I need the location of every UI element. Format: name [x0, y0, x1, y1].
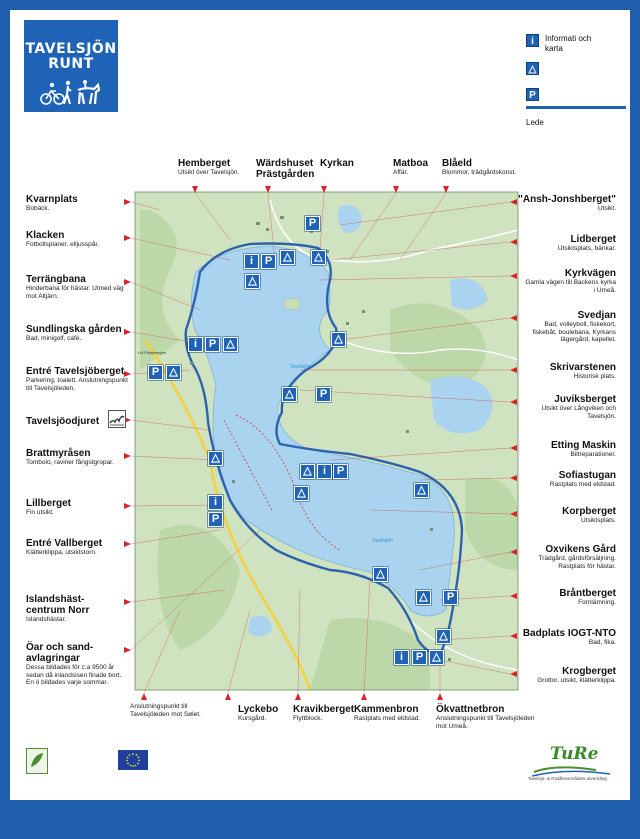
- label-tavelsjoodjuret: [26, 416, 106, 427]
- label-sofiastugan: [520, 470, 616, 489]
- label-name: Tavelsjöodjuret: [26, 416, 100, 427]
- pointer-arrow: [361, 693, 367, 700]
- ture-logo-text: TuRe: [550, 744, 599, 764]
- label-oar-och-sandavlagringar: [26, 642, 124, 687]
- map-campsite-icon[interactable]: △: [414, 483, 429, 498]
- map-parking-icon[interactable]: P: [261, 254, 276, 269]
- pointer-arrow: [225, 693, 231, 700]
- label-name: Entré Tavelsjöberget: [26, 366, 125, 377]
- label-name: Kyrkvägen: [564, 268, 616, 279]
- label-desc: Fornlämning.: [578, 599, 616, 606]
- map-campsite-icon[interactable]: △: [294, 486, 309, 501]
- label-brantberget: [520, 588, 616, 607]
- label-kvarnplats: [26, 194, 126, 213]
- label-name: Brattmyråsen: [26, 448, 91, 459]
- label-desc: Hinderbana för hästar. Utmed väg mot Altjärn.: [26, 285, 124, 300]
- label-okvattnetbron: [436, 704, 536, 730]
- ture-logo: [526, 742, 616, 784]
- label-sundlingska-garden: [26, 324, 132, 343]
- label-desc: Utsikt över Långviken och Tavelsjön.: [541, 405, 616, 420]
- label-ansh-jonshberget: [510, 194, 616, 213]
- map-info-icon[interactable]: i: [188, 337, 203, 352]
- map-info-icon[interactable]: i: [244, 254, 259, 269]
- map-info-icon[interactable]: i: [317, 464, 332, 479]
- label-desc: Utsikt.: [597, 205, 616, 212]
- map-campsite-icon[interactable]: △: [373, 567, 388, 582]
- leaf-icon: [27, 749, 47, 773]
- label-name: Skrivarstenen: [549, 362, 616, 373]
- label-kyrkvagen: [524, 268, 616, 294]
- eu-stars-icon: [118, 750, 148, 770]
- label-desc: Tombolo, raviner fångstgropar.: [26, 459, 114, 466]
- label-skrivarstenen: [520, 362, 616, 381]
- map-campsite-icon[interactable]: △: [416, 590, 431, 605]
- label-name: Öar och sand-avlagringar: [26, 642, 94, 664]
- pointer-arrow: [124, 599, 131, 605]
- map-info-icon[interactable]: i: [208, 495, 223, 510]
- label-desc: Grottor, utsikt, klätterklippa.: [537, 677, 616, 684]
- map-parking-icon[interactable]: P: [316, 387, 331, 402]
- label-name: Lidberget: [570, 234, 616, 245]
- label-name: Krogberget: [562, 666, 616, 677]
- label-islandshastcentrum: [26, 594, 116, 624]
- label-korpberget: [520, 506, 616, 525]
- label-juviksberget: [522, 394, 616, 420]
- label-desc: Utsiktsplats.: [580, 517, 616, 524]
- map-parking-icon[interactable]: P: [443, 590, 458, 605]
- map-campsite-icon[interactable]: △: [282, 387, 297, 402]
- map-campsite-icon[interactable]: △: [280, 250, 295, 265]
- parking-icon: P: [526, 88, 539, 101]
- label-terrangbana: [26, 274, 126, 300]
- label-name: Kravikberget: [293, 704, 355, 715]
- label-name: Korpberget: [562, 506, 616, 517]
- leader-logo: [26, 748, 48, 774]
- map-campsite-icon[interactable]: △: [429, 650, 444, 665]
- label-name: Terrängbana: [26, 274, 86, 285]
- map-parking-icon[interactable]: P: [205, 337, 220, 352]
- label-desc: Bad, volleyboll, fiskekort, fiskebåt, boulebana, Kyrkans lägergård, kapellet.: [532, 321, 616, 343]
- label-desc: Historisk plats.: [573, 373, 616, 380]
- label-name: Ökvattnetbron: [436, 704, 505, 715]
- label-desc: Islandshästar.: [26, 616, 67, 623]
- label-desc: Dessa bildades för c:a 9500 år sedan då inlandsisen finade bort. En ö bildades varje sommar.: [26, 664, 122, 686]
- label-name: Lillberget: [26, 498, 72, 509]
- label-name: Kvarnplats: [26, 194, 78, 205]
- legend-info-label: Informati och karta: [545, 34, 592, 53]
- label-name: Etting Maskin: [550, 440, 616, 451]
- label-matboa: [393, 158, 435, 177]
- label-desc: Parkering, toalett. Anslutningspunkt till Tavelsjöleden.: [26, 377, 128, 392]
- legend-route-label: Lede: [526, 118, 544, 127]
- label-name: Kyrkan: [320, 158, 354, 169]
- label-name: Klacken: [26, 230, 65, 241]
- map-parking-icon[interactable]: P: [208, 512, 223, 527]
- label-hemberget: [178, 158, 268, 177]
- info-icon: i: [526, 34, 539, 47]
- pointer-arrow: [437, 693, 443, 700]
- label-desc: Bad, fika.: [588, 639, 616, 646]
- label-name: Hemberget: [178, 158, 231, 169]
- pointer-arrow: [141, 693, 147, 700]
- lake-name-label: Tavelsjön: [290, 364, 311, 370]
- label-desc: Utsikt över Tavelsjön.: [178, 169, 240, 176]
- label-name: Oxvikens Gård: [545, 544, 616, 555]
- map-campsite-icon[interactable]: △: [436, 629, 451, 644]
- place-name-label: Lill-Prästbergen: [138, 350, 167, 355]
- label-desc: Rastplats med eldstad.: [549, 481, 616, 488]
- label-desc: Kursgård.: [238, 715, 267, 722]
- logo-title-line2: RUNT: [48, 56, 94, 72]
- map-campsite-icon[interactable]: △: [223, 337, 238, 352]
- label-desc: Affär.: [393, 169, 409, 176]
- label-name: Kammenbron: [354, 704, 419, 715]
- label-desc: Trädgård, gårdsförsäljning. Rastplats för hästar.: [538, 555, 616, 570]
- label-name: Sundlingska gården: [26, 324, 122, 335]
- island: [283, 298, 301, 310]
- label-badplats-iogt-nto: [510, 628, 616, 647]
- label-blaeld: [442, 158, 522, 177]
- label-lyckebo: [238, 704, 298, 723]
- label-lidberget: [520, 234, 616, 253]
- pointer-arrow: [124, 647, 131, 653]
- label-desc: Klätterklippa, utsiktstorn.: [26, 549, 97, 556]
- map-campsite-icon[interactable]: △: [300, 464, 315, 479]
- label-oxvikens-gard: [510, 544, 616, 570]
- label-desc: Rastplats med eldstad.: [354, 715, 421, 722]
- map-sheet: [10, 10, 630, 800]
- label-entre-tavelsjoberget: [26, 366, 134, 392]
- eu-flag-logo: [118, 750, 148, 770]
- label-desc: Blommor, trädgårdskonst.: [442, 169, 517, 176]
- map-parking-icon[interactable]: P: [148, 365, 163, 380]
- map-campsite-icon[interactable]: △: [311, 250, 326, 265]
- label-name: Svedjan: [577, 310, 616, 321]
- label-desc: Utsiktsplats, bänkar.: [557, 245, 616, 252]
- label-entre-vallberget: [26, 538, 126, 557]
- label-name: Islandshäst-centrum Norr: [26, 594, 90, 616]
- pointer-arrow: [295, 693, 301, 700]
- label-name: Matboa: [393, 158, 428, 169]
- campsite-icon: △: [526, 62, 539, 75]
- map-campsite-icon[interactable]: △: [208, 451, 223, 466]
- label-desc: Anslutningspunkt till Tavelsjöleden mot Sølet.: [130, 703, 201, 718]
- label-name: Blåeld: [442, 158, 473, 169]
- label-brattmyrasen: [26, 448, 126, 467]
- label-wardshuset: [256, 158, 328, 180]
- label-desc: Bobäck.: [26, 205, 50, 212]
- label-krogberget: [520, 666, 616, 685]
- label-svedjan: [522, 310, 616, 344]
- ture-logo-tagline: Tavelsjö- & Rödånsområdets utveckling: [528, 776, 607, 781]
- label-anslutningspunkt-solet: [130, 703, 220, 718]
- label-name: Lyckebo: [238, 704, 279, 715]
- map-campsite-icon[interactable]: △: [166, 365, 181, 380]
- logo-title-line1: TAVELSJÖN: [25, 41, 117, 57]
- map-campsite-icon[interactable]: △: [245, 274, 260, 289]
- label-desc: Fin utsikt.: [26, 509, 54, 516]
- label-name: "Ansh-Jonshberget": [518, 194, 616, 205]
- label-name: Entré Vallberget: [26, 538, 103, 549]
- lake-monster-icon: [108, 410, 126, 428]
- label-name: Wärdshuset Prästgården: [256, 158, 315, 180]
- label-etting-maskin: [520, 440, 616, 459]
- label-kammenbron: [354, 704, 434, 723]
- map-parking-icon[interactable]: P: [412, 650, 427, 665]
- label-desc: Biltreparationer.: [570, 451, 616, 458]
- label-kravikberget: [293, 704, 363, 723]
- label-desc: Gamla vägen till Backens kyrka i Umeå.: [525, 279, 616, 294]
- label-desc: Flyttblock.: [293, 715, 323, 722]
- map-info-icon[interactable]: i: [394, 650, 409, 665]
- label-name: Sofiastugan: [558, 470, 616, 481]
- label-desc: Anslutningspunkt till Tavelsjöleden mot Umeå.: [436, 715, 535, 730]
- map-parking-icon[interactable]: P: [305, 216, 320, 231]
- label-lillberget: [26, 498, 126, 517]
- label-name: Juviksberget: [554, 394, 616, 405]
- map-campsite-icon[interactable]: △: [331, 332, 346, 347]
- label-name: Bråntberget: [559, 588, 616, 599]
- label-desc: Bad, minigolf, café.: [26, 335, 82, 342]
- label-desc: Fotbollsplaner, elljusspår.: [26, 241, 99, 248]
- map-parking-icon[interactable]: P: [333, 464, 348, 479]
- label-kyrkan: [320, 158, 360, 169]
- label-name: Badplats IOGT-NTO: [522, 628, 616, 639]
- lake-name-label-south: Tavelsjön: [372, 538, 393, 544]
- label-klacken: [26, 230, 126, 249]
